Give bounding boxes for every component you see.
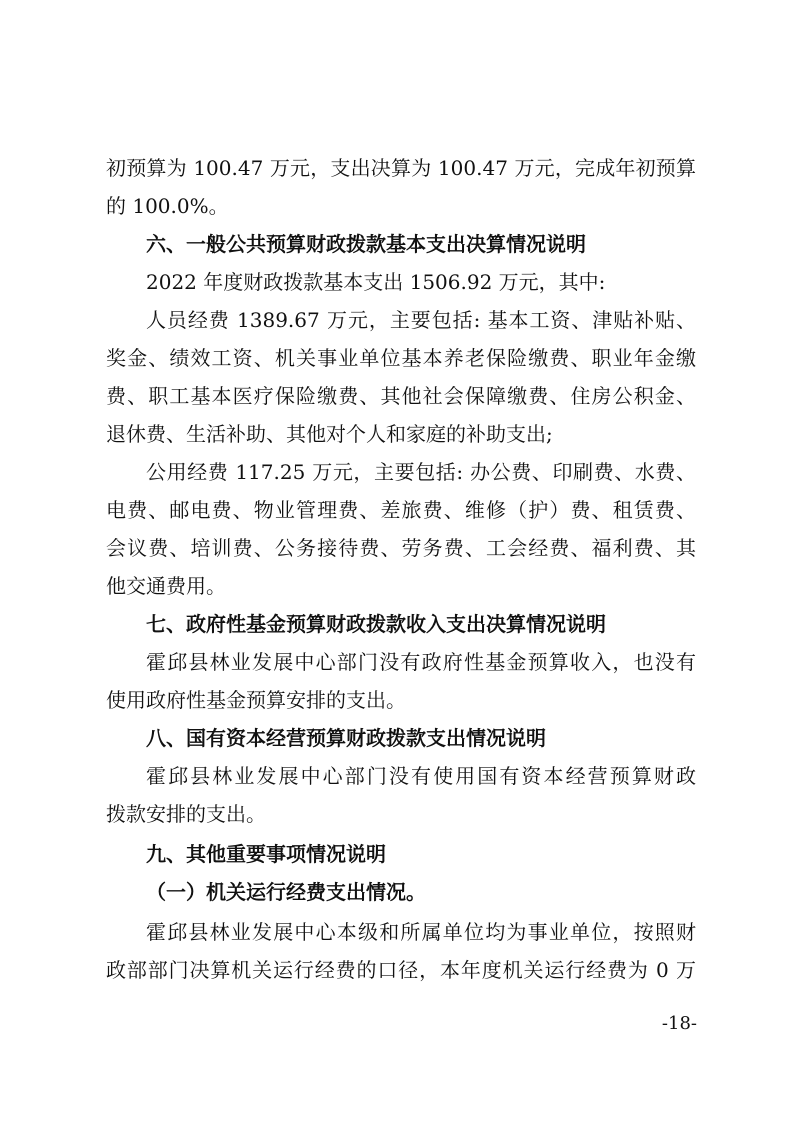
paragraph-line: 他交通费用。	[106, 574, 226, 598]
paragraph-line: 公用经费 117.25 万元，主要包括: 办公费、印刷费、水费、	[146, 460, 696, 484]
paragraph-line: 费、职工基本医疗保险缴费、其他社会保障缴费、住房公积金、	[106, 384, 696, 408]
paragraph-line: 会议费、培训费、公务接待费、劳务费、工会经费、福利费、其	[106, 536, 696, 560]
paragraph-line: 霍邱县林业发展中心本级和所属单位均为事业单位，按照财	[146, 920, 696, 944]
section-heading-9: 九、其他重要事项情况说明	[146, 842, 386, 866]
paragraph-line: 政部部门决算机关运行经费的口径，本年度机关运行经费为 0 万	[106, 958, 696, 982]
section-heading-6: 六、一般公共预算财政拨款基本支出决算情况说明	[146, 232, 586, 256]
paragraph-line: 2022 年度财政拨款基本支出 1506.92 万元，其中:	[146, 270, 606, 294]
paragraph-line: 退休费、生活补助、其他对个人和家庭的补助支出;	[106, 422, 553, 446]
paragraph-line: 电费、邮电费、物业管理费、差旅费、维修（护）费、租赁费、	[106, 498, 696, 522]
page-number: -18-	[661, 1013, 697, 1034]
paragraph-line: 霍邱县林业发展中心部门没有政府性基金预算收入，也没有	[146, 650, 696, 674]
paragraph-line: 初预算为 100.47 万元，支出决算为 100.47 万元，完成年初预算	[106, 156, 696, 180]
subsection-heading-1: （一）机关运行经费支出情况。	[146, 880, 426, 904]
section-heading-7: 七、政府性基金预算财政拨款收入支出决算情况说明	[146, 612, 606, 636]
paragraph-line: 的 100.0%。	[106, 194, 229, 218]
paragraph-line: 人员经费 1389.67 万元，主要包括: 基本工资、津贴补贴、	[146, 308, 696, 332]
paragraph-line: 拨款安排的支出。	[106, 802, 266, 826]
paragraph-line: 使用政府性基金预算安排的支出。	[106, 688, 406, 712]
section-heading-8: 八、国有资本经营预算财政拨款支出情况说明	[146, 726, 546, 750]
paragraph-line: 霍邱县林业发展中心部门没有使用国有资本经营预算财政	[146, 764, 696, 788]
paragraph-line: 奖金、绩效工资、机关事业单位基本养老保险缴费、职业年金缴	[106, 346, 696, 370]
